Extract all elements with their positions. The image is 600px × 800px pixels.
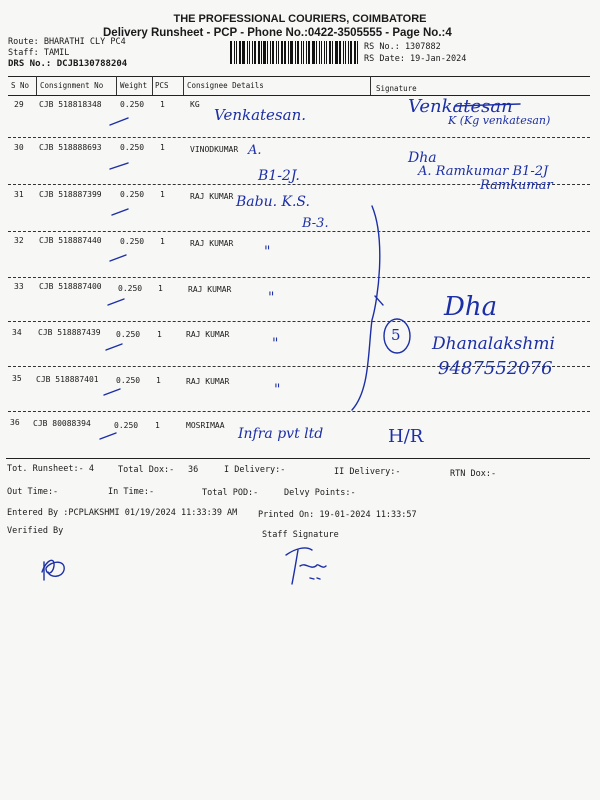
drs-label: DRS No.: DCJB130788204 bbox=[8, 59, 128, 69]
route-label: Route: BHARATHI CLY PC4 bbox=[8, 37, 126, 47]
row-consignee: RAJ KUMAR bbox=[186, 330, 230, 339]
row-consignee: RAJ KUMAR bbox=[188, 285, 232, 294]
col-header-weight: Weight bbox=[120, 81, 148, 90]
col-header-consignment: Consignment No bbox=[40, 81, 104, 90]
i-delivery: I Delivery:- bbox=[224, 465, 286, 475]
entered-by: Entered By :PCPLAKSHMI 01/19/2024 11:33:39 AM bbox=[7, 508, 238, 518]
handwritten-consignee: Venkatesan. bbox=[214, 106, 306, 124]
row-consignment: CJB 518887440 bbox=[39, 236, 102, 245]
row-consignment: CJB 518887401 bbox=[36, 375, 99, 384]
col-header-sno: S No bbox=[11, 81, 30, 90]
tick-mark bbox=[104, 389, 120, 395]
tick-mark bbox=[108, 299, 124, 305]
row-weight: 0.250 bbox=[120, 237, 145, 246]
row-sno: 33 bbox=[14, 282, 24, 291]
row-weight: 0.250 bbox=[118, 284, 143, 293]
ditto-mark: " bbox=[274, 382, 281, 398]
row-consignment: CJB 518818348 bbox=[39, 100, 102, 109]
handwritten-signature: A. Ramkumar B1-2J bbox=[418, 164, 549, 179]
rs-number: RS No.: 1307882 bbox=[364, 42, 441, 52]
total-dox-value: 36 bbox=[188, 465, 199, 475]
ditto-mark: " bbox=[268, 290, 275, 306]
in-time: In Time:- bbox=[108, 487, 155, 497]
staff-label: Staff: TAMIL bbox=[8, 48, 70, 58]
handwritten-note: A. bbox=[248, 143, 262, 158]
row-consignee: KG bbox=[190, 100, 200, 109]
row-pcs: 1 bbox=[160, 237, 165, 246]
ii-delivery: II Delivery:- bbox=[334, 467, 401, 477]
row-pcs: 1 bbox=[157, 330, 162, 339]
row-pcs: 1 bbox=[156, 376, 161, 385]
row-consignment: CJB 518888693 bbox=[39, 143, 102, 152]
row-weight: 0.250 bbox=[120, 190, 145, 199]
col-header-consignee: Consignee Details bbox=[187, 81, 264, 90]
verified-by: Verified By bbox=[7, 526, 64, 536]
handwritten-note: Infra pvt ltd bbox=[238, 426, 324, 442]
row-consignment: CJB 518887439 bbox=[38, 328, 101, 337]
handwritten-signature: Venkatesan bbox=[408, 96, 513, 117]
handwritten-signature: K (Kg venkatesan) bbox=[448, 114, 551, 127]
row-pcs: 1 bbox=[160, 190, 165, 199]
col-header-pcs: PCS bbox=[155, 81, 169, 90]
row-pcs: 1 bbox=[158, 284, 163, 293]
rs-date: RS Date: 19-Jan-2024 bbox=[364, 54, 467, 64]
rtn-dox: RTN Dox:- bbox=[450, 469, 497, 479]
row-sno: 34 bbox=[12, 328, 22, 337]
row-weight: 0.250 bbox=[114, 421, 139, 430]
row-consignee: RAJ KUMAR bbox=[190, 239, 234, 248]
tick-mark bbox=[112, 209, 128, 215]
row-consignment: CJB 518887400 bbox=[39, 282, 102, 291]
handwritten-signature: Dha bbox=[444, 292, 498, 322]
row-consignee: RAJ KUMAR bbox=[190, 192, 234, 201]
row-sno: 32 bbox=[14, 236, 24, 245]
row-weight: 0.250 bbox=[116, 376, 141, 385]
row-pcs: 1 bbox=[160, 143, 165, 152]
verified-mark-stroke bbox=[42, 560, 64, 576]
bracket-stroke bbox=[352, 206, 380, 410]
row-consignment: CJB 518887399 bbox=[39, 190, 102, 199]
tick-mark bbox=[106, 344, 122, 350]
row-weight: 0.250 bbox=[120, 100, 145, 109]
ditto-mark: " bbox=[272, 336, 279, 352]
total-dox-label: Total Dox:- bbox=[118, 465, 175, 475]
col-header-signature: Signature bbox=[376, 84, 417, 93]
out-time: Out Time:- bbox=[7, 487, 59, 497]
row-consignee: VINODKUMAR bbox=[190, 145, 239, 154]
row-sno: 36 bbox=[10, 418, 20, 427]
handwritten-note: B-3. bbox=[302, 216, 329, 231]
row-weight: 0.250 bbox=[116, 330, 141, 339]
handwritten-signature: H/R bbox=[388, 426, 424, 447]
staff-signature-stroke bbox=[310, 578, 320, 579]
row-pcs: 1 bbox=[155, 421, 160, 430]
row-sno: 30 bbox=[14, 143, 24, 152]
handwritten-phone: 9487552076 bbox=[438, 358, 553, 379]
tick-mark bbox=[100, 433, 116, 439]
total-pod: Total POD:- bbox=[202, 488, 259, 498]
runsheet-title: Delivery Runsheet - PCP - Phone No.:0422-3505555 - Page No.:4 bbox=[103, 27, 452, 39]
delvy-points: Delvy Points:- bbox=[284, 488, 356, 498]
company-name: THE PROFESSIONAL COURIERS, COIMBATORE bbox=[173, 13, 427, 25]
handwritten-note: B1-2J. bbox=[258, 168, 300, 184]
row-sno: 31 bbox=[14, 190, 24, 199]
staff-signature-label: Staff Signature bbox=[262, 530, 339, 540]
row-consignee: MOSRIMAA bbox=[186, 421, 225, 430]
ditto-mark: " bbox=[264, 244, 271, 260]
tot-runsheet: Tot. Runsheet:- 4 bbox=[7, 464, 94, 474]
handwritten-name: Dhanalakshmi bbox=[432, 334, 555, 354]
tick-mark bbox=[110, 163, 128, 169]
row-sno: 29 bbox=[14, 100, 24, 109]
circled-number: 5 bbox=[391, 326, 401, 344]
row-weight: 0.250 bbox=[120, 143, 145, 152]
tick-mark bbox=[110, 255, 126, 261]
printed-on: Printed On: 19-01-2024 11:33:57 bbox=[258, 510, 417, 520]
tick-mark bbox=[110, 118, 128, 125]
row-consignment: CJB 80088394 bbox=[33, 419, 91, 428]
handwritten-signature: Ramkumar bbox=[480, 178, 553, 193]
row-consignee: RAJ KUMAR bbox=[186, 377, 230, 386]
row-sno: 35 bbox=[12, 374, 22, 383]
handwritten-signature: Dha bbox=[408, 150, 437, 166]
row-pcs: 1 bbox=[160, 100, 165, 109]
handwritten-note: Babu. K.S. bbox=[236, 194, 310, 210]
